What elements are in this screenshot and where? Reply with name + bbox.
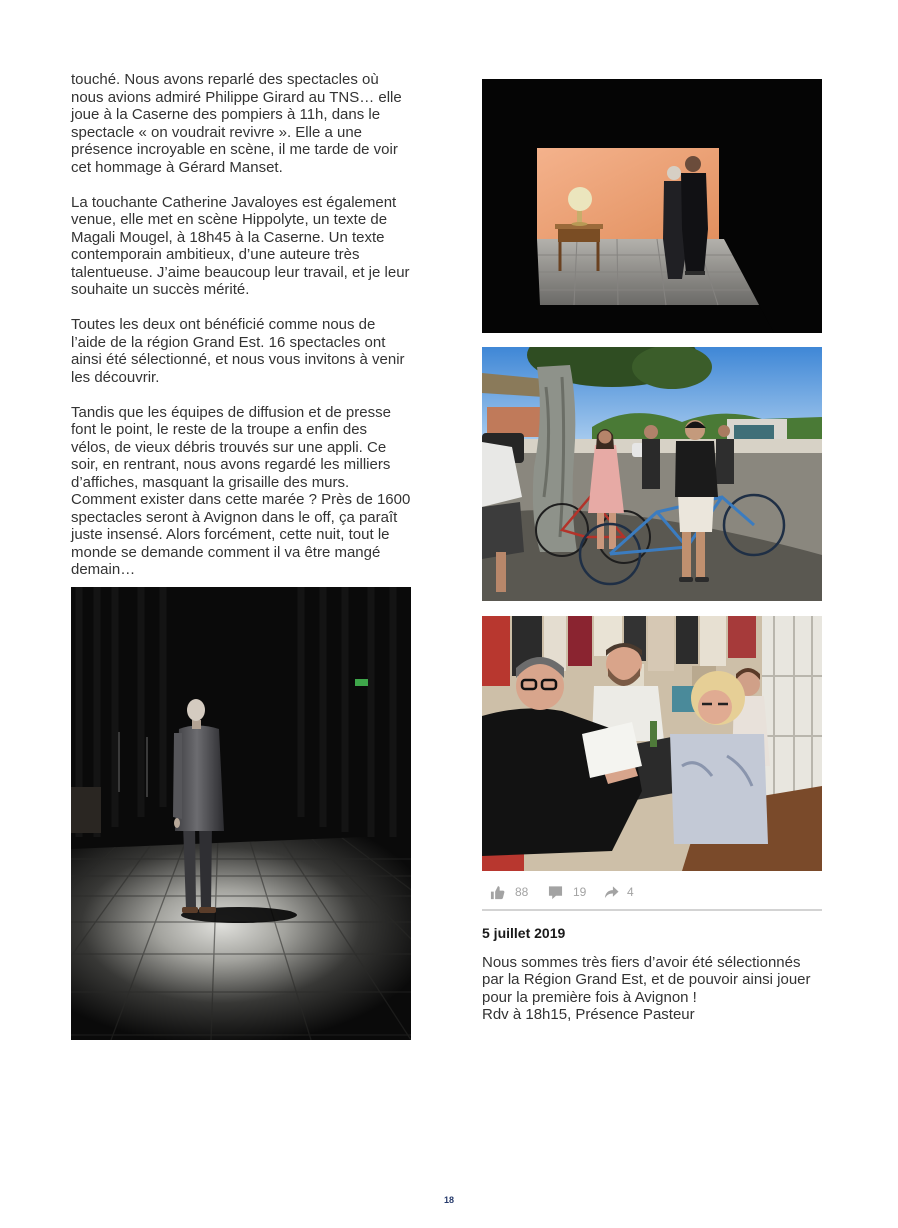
text-line: Toutes les deux ont bénéficié comme nous de xyxy=(71,316,376,333)
actor-spotlight-photo xyxy=(71,587,411,1040)
paragraph xyxy=(71,404,416,579)
thumbs-up-icon xyxy=(490,885,505,900)
stage-backdrop-photo xyxy=(482,79,822,333)
bicycles-outdoor-image xyxy=(482,347,822,601)
two-people-embracing xyxy=(663,156,708,279)
bottle xyxy=(650,721,657,747)
stage-backdrop-image xyxy=(482,79,822,333)
text-line: par la Région Grand Est, et de pouvoir ainsi jouer xyxy=(482,971,811,989)
text-line: ainsi été sélectionné, et nous vous invitons à venir xyxy=(71,351,405,368)
likes-count: 88 xyxy=(515,885,529,899)
text-line: joue à la Caserne des pompiers à 11h, dans le xyxy=(71,106,381,123)
post-text xyxy=(482,954,827,1024)
text-line: touché. Nous avons reparlé des spectacles où xyxy=(71,71,379,88)
text-line: contemporain ambitieux, d’une auteure très xyxy=(71,246,360,263)
shelves-window xyxy=(762,616,822,816)
text-line: d’affiches, masquant la grisaille des murs. xyxy=(71,473,350,491)
paragraph xyxy=(71,71,416,176)
likes-reaction xyxy=(490,884,528,900)
text-line: les découvrir. xyxy=(71,368,160,386)
text-line: Tandis que les équipes de diffusion et de presse xyxy=(71,403,391,421)
page-number: 18 xyxy=(443,1195,454,1205)
text-line: spectacles seront à Avignon dans le off, ça paraît xyxy=(71,508,398,526)
text-line: font le point, le reste de la troupe a enfin des xyxy=(71,421,368,438)
cafe-group-image xyxy=(482,616,822,871)
share-icon xyxy=(604,885,619,900)
article-text xyxy=(71,71,416,596)
comment-icon xyxy=(548,885,563,900)
exit-sign xyxy=(355,679,368,686)
divider xyxy=(482,909,822,911)
text-line: Rdv à 18h15, Présence Pasteur xyxy=(482,1006,695,1024)
text-line: monde se demande comment il va être mangé xyxy=(71,543,381,561)
text-line: soir, en rentrant, nous avons regardé les milliers xyxy=(71,456,391,473)
shares-reaction xyxy=(604,884,634,900)
comments-count: 19 xyxy=(573,885,587,899)
text-line: cet hommage à Gérard Manset. xyxy=(71,158,283,176)
text-line: talentueuse. J’aime beaucoup leur travail, et je leur xyxy=(71,263,410,281)
text-line: La touchante Catherine Javaloyes est également xyxy=(71,193,397,211)
comments-reaction xyxy=(548,884,586,900)
text-line: pour la première fois à Avignon ! xyxy=(482,988,697,1006)
cafe-group-photo xyxy=(482,616,822,871)
text-line: Nous sommes très fiers d’avoir été sélectionnés xyxy=(482,954,801,971)
shares-count: 4 xyxy=(627,885,634,899)
text-line: souhaite un succès mérité. xyxy=(71,281,250,298)
text-line: vélos, de vieux débris trouvés sur une appli. Ce xyxy=(71,438,387,456)
text-line: Magali Mougel, à 18h45 à la Caserne. Un texte xyxy=(71,228,385,246)
bicycles-outdoor-photo xyxy=(482,347,822,601)
actor-spotlight-image xyxy=(71,587,411,1040)
text-line: spectacle « on voudrait revivre ». Elle a une xyxy=(71,123,362,141)
text-line: Comment exister dans cette marée ? Près de 1600 xyxy=(71,491,411,508)
text-line: l’aide de la région Grand Est. 16 spectacles ont xyxy=(71,333,386,351)
text-line: nous avions admiré Philippe Girard au TNS… elle xyxy=(71,88,402,106)
paragraph xyxy=(71,316,416,386)
post-date: 5 juillet 2019 xyxy=(482,925,566,941)
text-line: présence incroyable en scène, il me tarde de voir xyxy=(71,141,398,158)
paragraph xyxy=(71,194,416,299)
text-line: demain… xyxy=(71,561,136,578)
text-line: juste insensé. Alors forcément, cette nuit, tout le xyxy=(71,526,390,543)
text-line: venue, elle met en scène Hippolyte, un texte de xyxy=(71,211,388,228)
